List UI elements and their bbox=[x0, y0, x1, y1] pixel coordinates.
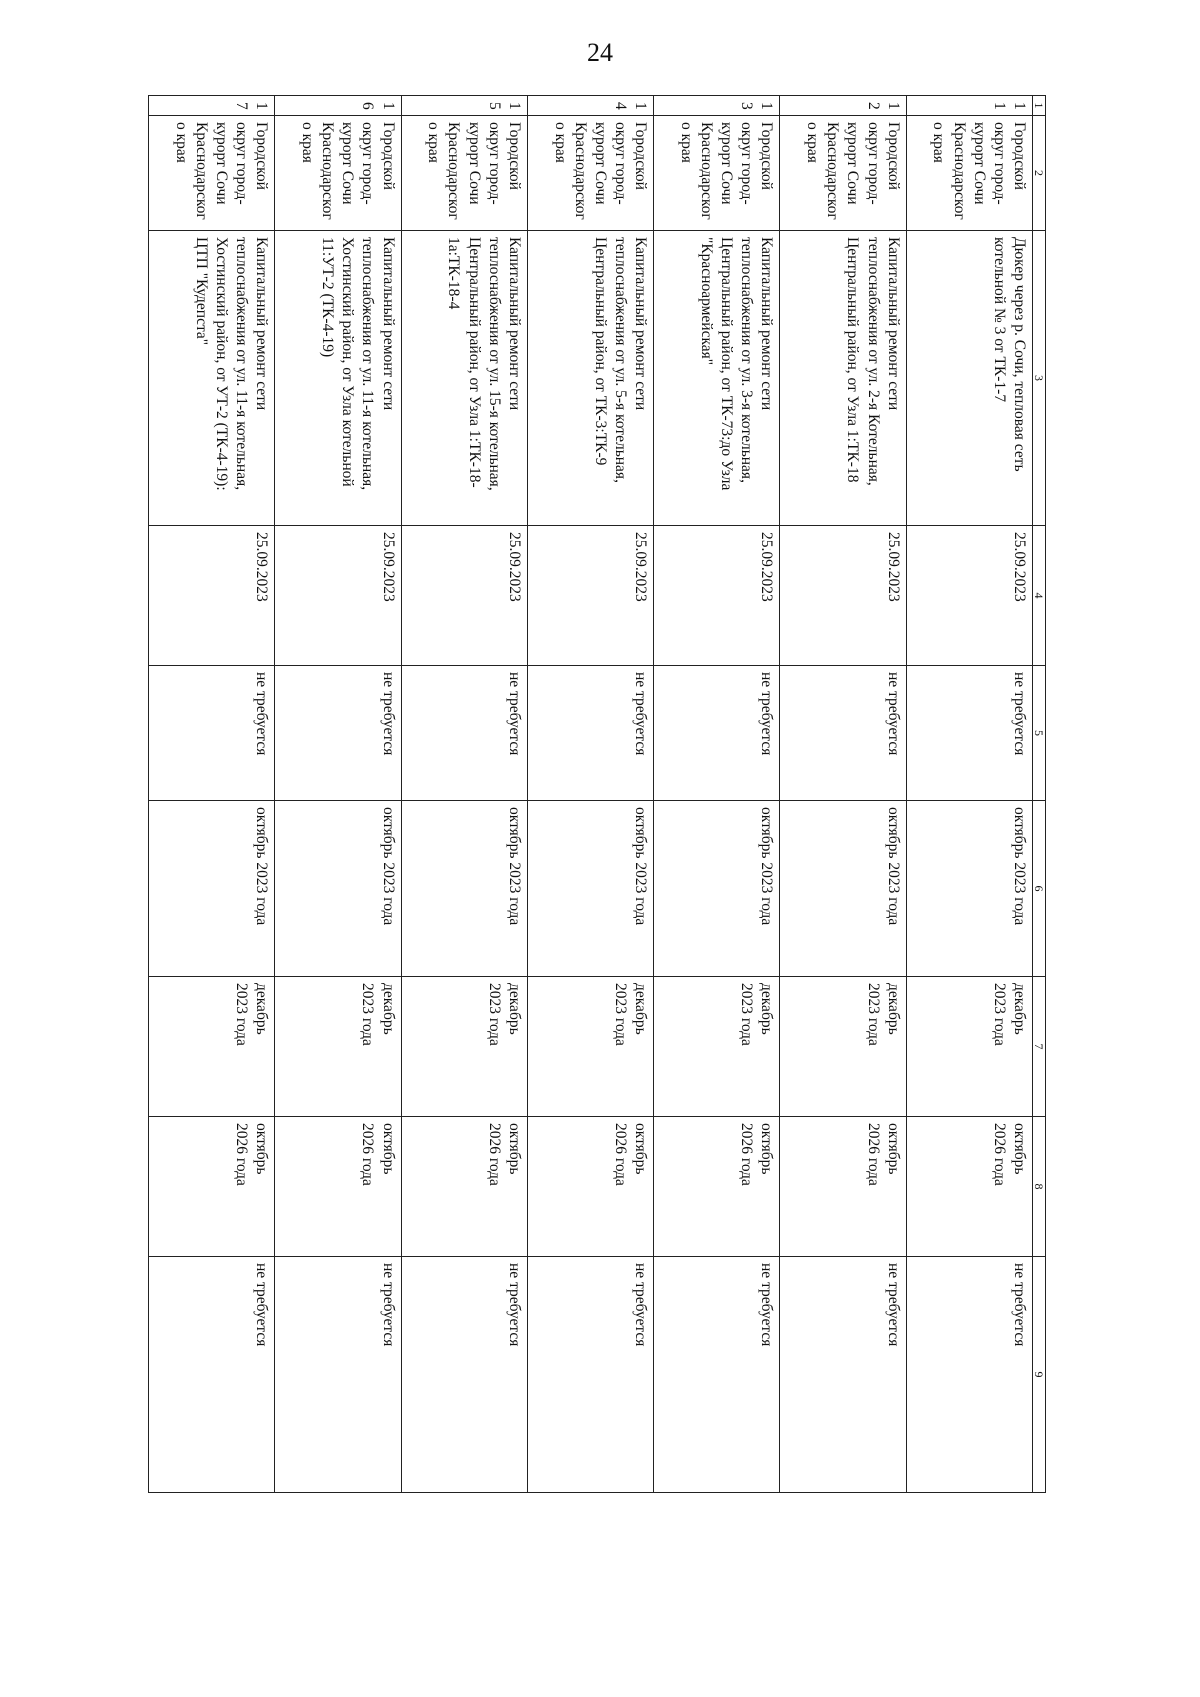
col8-month: октябрь bbox=[884, 1123, 902, 1175]
row-number: 17 bbox=[149, 96, 275, 116]
col7-cell bbox=[906, 977, 1032, 1117]
col7-month: декабрь bbox=[1011, 983, 1028, 1035]
col6-cell: октябрь 2023 года bbox=[149, 801, 275, 977]
col9-cell: не требуется bbox=[275, 1257, 401, 1493]
col9-cell: не требуется bbox=[906, 1257, 1032, 1493]
row-number: 13 bbox=[654, 96, 780, 116]
table-row bbox=[401, 96, 527, 1493]
col7-cell bbox=[780, 977, 906, 1117]
column-number-row bbox=[1033, 96, 1046, 1493]
col7-year: 2023 года bbox=[738, 983, 756, 1046]
col8-month: октябрь bbox=[379, 1123, 397, 1175]
col7-month: декабрь bbox=[632, 983, 650, 1035]
col7-year: 2023 года bbox=[864, 983, 882, 1046]
col7-cell bbox=[654, 977, 780, 1117]
territory-cell: Городской округ город-курорт Сочи Краснодарского края bbox=[527, 116, 653, 231]
column-number: 6 bbox=[1033, 801, 1046, 977]
col5-cell: не требуется bbox=[780, 666, 906, 801]
col9-cell: не требуется bbox=[527, 1257, 653, 1493]
col6-cell: октябрь 2023 года bbox=[401, 801, 527, 977]
row-number: 14 bbox=[527, 96, 653, 116]
col8-cell bbox=[906, 1117, 1032, 1257]
col7-month: декабрь bbox=[505, 983, 523, 1035]
col8-year: 2026 года bbox=[612, 1123, 630, 1186]
row-number: 16 bbox=[275, 96, 401, 116]
col8-year: 2026 года bbox=[485, 1123, 503, 1186]
date-cell: 25.09.2023 bbox=[149, 526, 275, 666]
date-cell: 25.09.2023 bbox=[654, 526, 780, 666]
col7-cell bbox=[401, 977, 527, 1117]
territory-cell: Городской округ город-курорт Сочи Краснодарского края bbox=[275, 116, 401, 231]
date-cell: 25.09.2023 bbox=[275, 526, 401, 666]
row-number: 11 bbox=[906, 96, 1032, 116]
column-number-header bbox=[1033, 96, 1046, 1493]
column-number: 5 bbox=[1033, 666, 1046, 801]
col7-cell bbox=[275, 977, 401, 1117]
col8-year: 2026 года bbox=[359, 1123, 377, 1186]
col8-cell bbox=[780, 1117, 906, 1257]
col8-year: 2026 года bbox=[738, 1123, 756, 1186]
col5-cell: не требуется bbox=[149, 666, 275, 801]
table-container bbox=[148, 95, 1046, 1492]
col8-cell bbox=[654, 1117, 780, 1257]
col7-year: 2023 года bbox=[359, 983, 377, 1046]
col8-cell bbox=[401, 1117, 527, 1257]
col8-year: 2026 года bbox=[990, 1123, 1008, 1186]
col5-cell: не требуется bbox=[654, 666, 780, 801]
col8-month: октябрь bbox=[632, 1123, 650, 1175]
col9-cell: не требуется bbox=[780, 1257, 906, 1493]
date-cell: 25.09.2023 bbox=[401, 526, 527, 666]
object-cell: Дюкер через р. Сочи, тепловая сеть котельной № 3 от ТК-1-7 bbox=[906, 231, 1032, 526]
object-cell: Капитальный ремонт сети теплоснабжения от ул. 15-я котельная, Центральный район, от Узла 1:ТК-18-1а:ТК-18-4 bbox=[401, 231, 527, 526]
col7-month: декабрь bbox=[379, 983, 397, 1035]
col8-year: 2026 года bbox=[233, 1123, 251, 1186]
object-cell: Капитальный ремонт сети теплоснабжения от ул. 5-я котельная, Центральный район, от ТК-3:ТК-9 bbox=[527, 231, 653, 526]
table-row bbox=[527, 96, 653, 1493]
column-number: 7 bbox=[1033, 977, 1046, 1117]
table-row bbox=[654, 96, 780, 1493]
col7-year: 2023 года bbox=[485, 983, 503, 1046]
col8-cell bbox=[527, 1117, 653, 1257]
col7-year: 2023 года bbox=[612, 983, 630, 1046]
date-cell: 25.09.2023 bbox=[780, 526, 906, 666]
object-cell: Капитальный ремонт сети теплоснабжения от ул. 3-я котельная, Центральный район, от ТК-73:до Узла "Красноармейская" bbox=[654, 231, 780, 526]
table-row bbox=[275, 96, 401, 1493]
territory-cell: Городской округ город-курорт Сочи Краснодарского края bbox=[149, 116, 275, 231]
col5-cell: не требуется bbox=[906, 666, 1032, 801]
col7-year: 2023 года bbox=[990, 983, 1008, 1046]
table-row bbox=[780, 96, 906, 1493]
column-number: 8 bbox=[1033, 1117, 1046, 1257]
col8-year: 2026 года bbox=[864, 1123, 882, 1186]
works-table bbox=[148, 95, 1046, 1493]
territory-cell: Городской округ город-курорт Сочи Краснодарского края bbox=[780, 116, 906, 231]
col6-cell: октябрь 2023 года bbox=[780, 801, 906, 977]
col6-cell: октябрь 2023 года bbox=[527, 801, 653, 977]
col6-cell: октябрь 2023 года bbox=[906, 801, 1032, 977]
col8-month: октябрь bbox=[505, 1123, 523, 1175]
col9-cell: не требуется bbox=[654, 1257, 780, 1493]
territory-cell: Городской округ город-курорт Сочи Краснодарского края bbox=[654, 116, 780, 231]
table-row bbox=[149, 96, 275, 1493]
col6-cell: октябрь 2023 года bbox=[654, 801, 780, 977]
column-number: 3 bbox=[1033, 231, 1046, 526]
column-number: 4 bbox=[1033, 526, 1046, 666]
col8-month: октябрь bbox=[1011, 1123, 1028, 1175]
col8-month: октябрь bbox=[253, 1123, 271, 1175]
col6-cell: октябрь 2023 года bbox=[275, 801, 401, 977]
row-number: 12 bbox=[780, 96, 906, 116]
date-cell: 25.09.2023 bbox=[527, 526, 653, 666]
col8-month: октябрь bbox=[758, 1123, 776, 1175]
col9-cell: не требуется bbox=[149, 1257, 275, 1493]
col7-month: декабрь bbox=[884, 983, 902, 1035]
col5-cell: не требуется bbox=[275, 666, 401, 801]
page-number: 24 bbox=[587, 38, 613, 67]
col5-cell: не требуется bbox=[401, 666, 527, 801]
object-cell: Капитальный ремонт сети теплоснабжения от ул. 11-я котельная, Хостинский район, от УТ-2 (ТК-4-19): ЦТП "Кудепста" bbox=[149, 231, 275, 526]
object-cell: Капитальный ремонт сети теплоснабжения от ул. 2-я Котельная, Центральный район, от Узла 1:ТК-18 bbox=[780, 231, 906, 526]
col8-cell bbox=[275, 1117, 401, 1257]
col7-cell bbox=[527, 977, 653, 1117]
col7-year: 2023 года bbox=[233, 983, 251, 1046]
column-number: 9 bbox=[1033, 1257, 1046, 1493]
column-number: 2 bbox=[1033, 116, 1046, 231]
col8-cell bbox=[149, 1117, 275, 1257]
col5-cell: не требуется bbox=[527, 666, 653, 801]
territory-cell: Городской округ город-курорт Сочи Краснодарского края bbox=[906, 116, 1032, 231]
object-cell: Капитальный ремонт сети теплоснабжения от ул. 11-я котельная, Хостинский район, от Узла котельной 11:УТ-2 (ТК-4-19) bbox=[275, 231, 401, 526]
table-row bbox=[906, 96, 1032, 1493]
table-body bbox=[149, 96, 1033, 1493]
col7-month: декабрь bbox=[758, 983, 776, 1035]
col7-cell bbox=[149, 977, 275, 1117]
date-cell: 25.09.2023 bbox=[906, 526, 1032, 666]
col9-cell: не требуется bbox=[401, 1257, 527, 1493]
territory-cell: Городской округ город-курорт Сочи Краснодарского края bbox=[401, 116, 527, 231]
column-number: 1 bbox=[1033, 96, 1046, 116]
row-number: 15 bbox=[401, 96, 527, 116]
col7-month: декабрь bbox=[253, 983, 271, 1035]
